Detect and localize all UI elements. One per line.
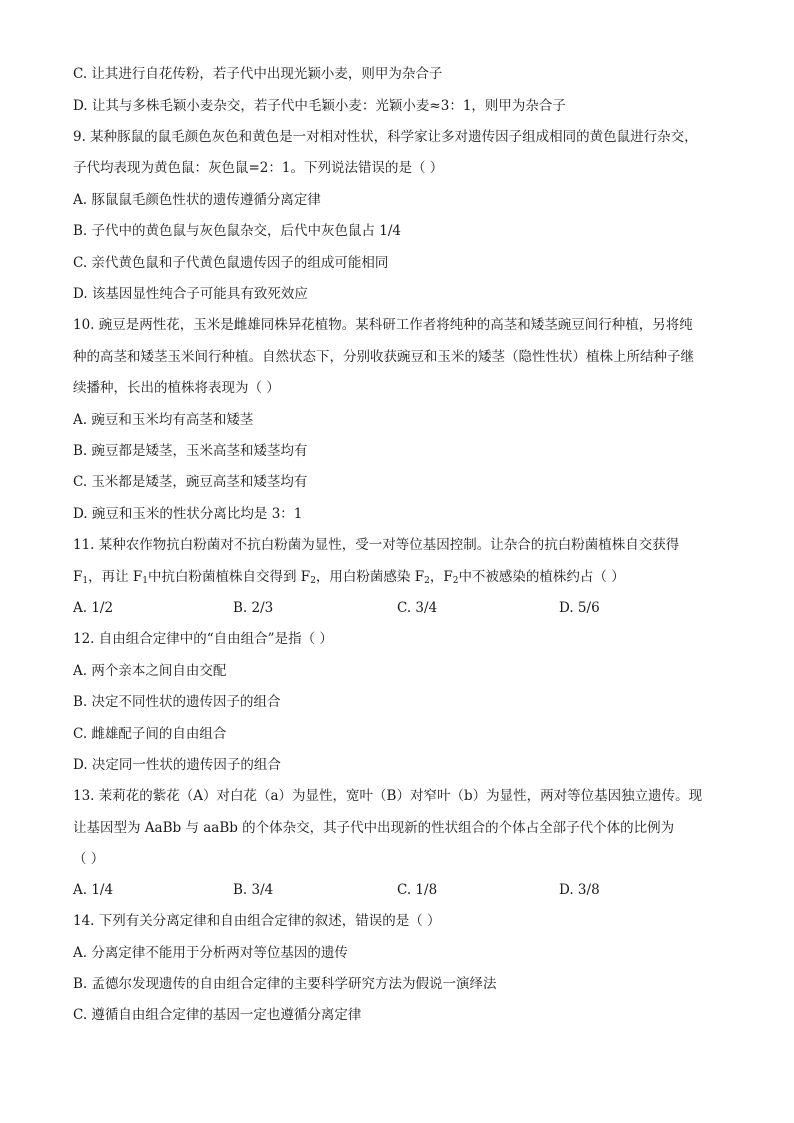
q10-option-c: C. 玉米都是矮茎，豌豆高茎和矮茎均有 [73,474,308,490]
q13-option-a: A. 1/4 [73,882,114,898]
q10-option-b: B. 豌豆都是矮茎，玉米高茎和矮茎均有 [73,443,308,459]
q9-option-c: C. 亲代黄色鼠和子代黄色鼠遗传因子的组成可能相同 [73,255,389,271]
q12-option-b: B. 决定不同性状的遗传因子的组合 [73,694,281,710]
q9-option-d: D. 该基因显性纯合子可能具有致死效应 [73,286,308,302]
q11-option-d: D. 5/6 [559,600,600,616]
q13-option-c: C. 1/8 [397,882,438,898]
q9-option-a: A. 豚鼠鼠毛颜色性状的遗传遵循分离定律 [73,192,321,208]
q13-stem-line1: 13. 茉莉花的紫花（A）对白花（a）为显性，宽叶（B）对窄叶（b）为显性，两对等位基因独立遗传。现 [73,788,703,804]
q13-option-d: D. 3/8 [559,882,600,898]
q8-option-d: D. 让其与多株毛颖小麦杂交，若子代中毛颖小麦：光颖小麦≈3：1，则甲为杂合子 [73,98,566,114]
q11-option-c: C. 3/4 [397,600,438,616]
q11-options [73,599,773,617]
q13-options [73,881,773,899]
q10-stem-line2: 种的高茎和矮茎玉米间行种植。自然状态下，分别收获豌豆和玉米的矮茎（隐性性状）植株上所结种子继 [73,349,694,365]
q13-stem-line3: （ ） [73,851,105,867]
q9-option-b: B. 子代中的黄色鼠与灰色鼠杂交，后代中灰色鼠占 1/4 [73,223,402,239]
q13-stem-line2: 让基因型为 AaBb 与 aaBb 的个体杂交，其子代中出现新的性状组合的个体占全部子代个体的比例为 [73,820,675,836]
q14-stem: 14. 下列有关分离定律和自由组合定律的叙述，错误的是（ ） [73,913,441,929]
q14-option-c: C. 遵循自由组合定律的基因一定也遵循分离定律 [73,1007,362,1023]
q10-option-d: D. 豌豆和玉米的性状分离比均是 3：1 [73,506,303,522]
q9-stem-line1: 9. 某种豚鼠的鼠毛颜色灰色和黄色是一对相对性状，科学家让多对遗传因子组成相同的黄色鼠进行杂交， [73,129,698,145]
q9-stem-line2: 子代均表现为黄色鼠：灰色鼠=2：1。下列说法错误的是（ ） [73,160,444,176]
q10-stem-line1: 10. 豌豆是两性花，玉米是雌雄同株异花植物。某科研工作者将纯种的高茎和矮茎豌豆间行种植，另将纯 [73,317,693,333]
q11-stem-line1: 11. 某种农作物抗白粉菌对不抗白粉菌为显性，受一对等位基因控制。让杂合的抗白粉菌植株自交获得 [73,537,680,553]
q14-option-a: A. 分离定律不能用于分析两对等位基因的遗传 [73,945,348,961]
q14-option-b: B. 孟德尔发现遗传的自由组合定律的主要科学研究方法为假说一演绎法 [73,976,497,992]
q12-option-c: C. 雌雄配子间的自由组合 [73,726,227,742]
q12-stem: 12. 自由组合定律中的“自由组合”是指（ ） [73,631,333,647]
q10-option-a: A. 豌豆和玉米均有高茎和矮茎 [73,412,254,428]
q11-stem-line2: $F_1$，再让 $F_1$中抗白粉菌植株自交得到 $F_2$，用白粉菌感染 $F_2$，$F_2$中不被感染的植株约占（ ） [73,569,625,586]
q12-option-a: A. 两个亲本之间自由交配 [73,663,227,679]
q11-option-b: B. 2/3 [233,600,274,616]
q8-option-c: C. 让其进行自花传粉，若子代中出现光颖小麦，则甲为杂合子 [73,66,443,82]
q13-option-b: B. 3/4 [233,882,274,898]
q11-option-a: A. 1/2 [73,600,114,616]
q12-option-d: D. 决定同一性状的遗传因子的组合 [73,757,281,773]
q10-stem-line3: 续播种，长出的植株将表现为（ ） [73,380,280,396]
